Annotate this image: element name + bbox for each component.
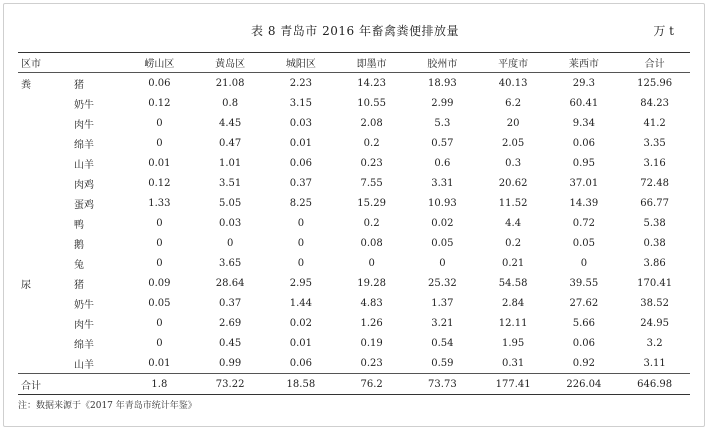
value-cell: 0.23 — [360, 157, 383, 169]
total-value-cell: 1.8 — [124, 374, 195, 395]
value-cell: 2.95 — [289, 277, 312, 289]
value-cell: 0.06 — [572, 337, 595, 349]
value-cell: 4.45 — [218, 117, 242, 129]
row-total-cell: 38.52 — [640, 297, 669, 309]
value-cell: 0.09 — [148, 277, 171, 289]
value-cell: 7.55 — [360, 177, 383, 189]
value-cell: 0.01 — [289, 337, 312, 349]
value-cell: 0 — [156, 217, 163, 229]
value-cell: 3.21 — [431, 317, 454, 329]
table-row — [18, 93, 690, 113]
group-label — [18, 353, 64, 374]
value-cell: 0.06 — [289, 357, 312, 369]
value-cell: 0.95 — [572, 157, 595, 169]
value-cell: 0.01 — [148, 357, 171, 369]
animal-label: 肉鸡 — [74, 179, 94, 191]
value-cell: 25.32 — [428, 277, 457, 289]
value-cell: 0.2 — [363, 137, 380, 149]
animal-label: 肉牛 — [74, 319, 94, 331]
manure-emission-table — [18, 52, 690, 395]
value-cell: 0.06 — [148, 77, 171, 89]
table-row — [18, 273, 690, 293]
group-label — [18, 313, 64, 333]
animal-label: 山羊 — [74, 159, 94, 171]
value-cell: 27.62 — [569, 297, 599, 309]
value-cell: 11.52 — [498, 197, 528, 209]
value-cell: 1.26 — [360, 317, 383, 329]
group-label — [18, 233, 64, 253]
value-cell: 0.72 — [572, 217, 595, 229]
header-district: 即墨市 — [336, 53, 407, 73]
value-cell: 1.95 — [501, 337, 525, 349]
value-cell: 0.12 — [148, 177, 171, 189]
table-row — [18, 193, 690, 213]
value-cell: 0.19 — [360, 337, 383, 349]
value-cell: 0.31 — [501, 357, 525, 369]
value-cell: 20 — [506, 117, 520, 129]
header-district: 平度市 — [478, 53, 549, 73]
value-cell: 0.03 — [218, 217, 242, 229]
animal-label: 兔 — [74, 259, 84, 271]
group-label — [18, 173, 64, 193]
animal-label: 鸭 — [74, 219, 84, 231]
value-cell: 5.05 — [218, 197, 242, 209]
value-cell: 0.2 — [505, 237, 522, 249]
value-cell: 0.37 — [289, 177, 312, 189]
source-note: 注：数据来源于《2017 年青岛市统计年鉴》 — [18, 401, 197, 411]
value-cell: 29.3 — [572, 77, 595, 89]
table-title: 表 8 青岛市 2016 年畜禽粪便排放量 — [251, 24, 459, 38]
value-cell: 0 — [156, 117, 163, 129]
table-row — [18, 153, 690, 173]
group-label — [18, 213, 64, 233]
value-cell: 0.21 — [501, 257, 525, 269]
value-cell: 0.3 — [505, 157, 522, 169]
value-cell: 0 — [156, 237, 163, 249]
table-row — [18, 113, 690, 133]
value-cell: 9.34 — [572, 117, 595, 129]
value-cell: 1.37 — [431, 297, 454, 309]
total-value-cell: 73.22 — [195, 374, 266, 395]
group-label — [18, 293, 64, 313]
value-cell: 0 — [156, 257, 163, 269]
group-label — [18, 333, 64, 353]
group-label: 尿 — [21, 279, 31, 291]
header-district: 胶州市 — [407, 53, 478, 73]
value-cell: 0.6 — [434, 157, 451, 169]
row-total-cell: 5.38 — [643, 217, 666, 229]
total-value-cell: 646.98 — [619, 374, 690, 395]
value-cell: 0.02 — [289, 317, 312, 329]
row-total-cell: 3.86 — [643, 257, 666, 269]
value-cell: 12.11 — [498, 317, 528, 329]
value-cell: 19.28 — [357, 277, 386, 289]
value-cell: 8.25 — [289, 197, 312, 209]
row-total-cell: 84.23 — [640, 97, 669, 109]
table-row — [18, 293, 690, 313]
row-total-cell: 0.38 — [643, 237, 666, 249]
value-cell: 1.01 — [218, 157, 242, 169]
value-cell: 39.55 — [569, 277, 599, 289]
animal-label: 蛋鸡 — [74, 199, 94, 211]
table-row — [18, 233, 690, 253]
value-cell: 21.08 — [215, 77, 245, 89]
animal-label: 猪 — [74, 279, 84, 291]
value-cell: 0.37 — [218, 297, 242, 309]
animal-label: 山羊 — [74, 359, 94, 371]
value-cell: 2.99 — [431, 97, 454, 109]
value-cell: 0.03 — [289, 117, 312, 129]
animal-label: 鹅 — [74, 239, 84, 251]
total-value-cell: 18.58 — [266, 374, 337, 395]
value-cell: 54.58 — [498, 277, 528, 289]
total-value-cell: 177.41 — [478, 374, 549, 395]
table-body — [18, 73, 690, 395]
header-district: 崂山区 — [124, 53, 195, 73]
value-cell: 1.33 — [148, 197, 171, 209]
header-district: 黄岛区 — [195, 53, 266, 73]
total-label: 合计 — [18, 374, 124, 395]
value-cell: 0.47 — [218, 137, 242, 149]
value-cell: 2.69 — [218, 317, 242, 329]
value-cell: 10.93 — [428, 197, 457, 209]
animal-label: 奶牛 — [74, 299, 94, 311]
header-district: 城阳区 — [266, 53, 337, 73]
total-row — [18, 374, 690, 395]
value-cell: 0.57 — [431, 137, 454, 149]
table-row — [18, 313, 690, 333]
value-cell: 0.05 — [572, 237, 595, 249]
animal-label: 绵羊 — [74, 339, 94, 351]
value-cell: 18.93 — [428, 77, 457, 89]
group-label — [18, 253, 64, 273]
value-cell: 0.92 — [572, 357, 595, 369]
value-cell: 0 — [156, 337, 163, 349]
table-row — [18, 253, 690, 273]
value-cell: 1.44 — [289, 297, 312, 309]
value-cell: 0 — [156, 137, 163, 149]
value-cell: 4.4 — [505, 217, 522, 229]
value-cell: 0 — [580, 257, 588, 269]
header-district: 莱西市 — [549, 53, 620, 73]
value-cell: 40.13 — [498, 77, 528, 89]
group-label — [18, 133, 64, 153]
total-value-cell: 73.73 — [407, 374, 478, 395]
value-cell: 0.12 — [148, 97, 171, 109]
value-cell: 0.05 — [431, 237, 454, 249]
value-cell: 6.2 — [505, 97, 522, 109]
value-cell: 14.39 — [569, 197, 599, 209]
value-cell: 0.23 — [360, 357, 383, 369]
value-cell: 0.06 — [289, 157, 312, 169]
value-cell: 20.62 — [498, 177, 528, 189]
value-cell: 0.59 — [431, 357, 454, 369]
value-cell: 0 — [297, 237, 305, 249]
group-label — [18, 193, 64, 213]
value-cell: 5.3 — [434, 117, 451, 129]
table-row — [18, 353, 690, 374]
value-cell: 60.41 — [569, 97, 599, 109]
value-cell: 3.51 — [218, 177, 242, 189]
animal-label: 绵羊 — [74, 139, 94, 151]
header-total: 合计 — [619, 53, 690, 73]
row-total-cell: 3.11 — [643, 357, 666, 369]
table-row — [18, 213, 690, 233]
unit-label: 万 t — [653, 24, 674, 38]
animal-label: 肉牛 — [74, 119, 94, 131]
value-cell: 2.05 — [501, 137, 525, 149]
animal-label: 奶牛 — [74, 99, 94, 111]
value-cell: 0.01 — [148, 157, 171, 169]
row-total-cell: 3.2 — [646, 337, 663, 349]
value-cell: 3.15 — [289, 97, 312, 109]
value-cell: 0.05 — [148, 297, 171, 309]
group-label — [18, 113, 64, 133]
group-label — [18, 93, 64, 113]
value-cell: 0.01 — [289, 137, 312, 149]
table-row — [18, 173, 690, 193]
header-region: 区市 — [18, 53, 124, 73]
value-cell: 0 — [368, 257, 375, 269]
value-cell: 0.02 — [431, 217, 454, 229]
value-cell: 0 — [297, 257, 305, 269]
value-cell: 0.45 — [218, 337, 242, 349]
value-cell: 0 — [297, 217, 305, 229]
row-total-cell: 170.41 — [637, 277, 673, 289]
table-row — [18, 73, 690, 94]
value-cell: 0.06 — [572, 137, 595, 149]
total-value-cell: 226.04 — [549, 374, 620, 395]
value-cell: 3.31 — [431, 177, 454, 189]
animal-label: 猪 — [74, 79, 84, 91]
value-cell: 2.84 — [501, 297, 525, 309]
value-cell: 0.8 — [222, 97, 239, 109]
value-cell: 0.54 — [431, 337, 454, 349]
value-cell: 14.23 — [357, 77, 386, 89]
row-total-cell: 41.2 — [643, 117, 666, 129]
value-cell: 0.2 — [363, 217, 380, 229]
value-cell: 2.23 — [289, 77, 312, 89]
value-cell: 4.83 — [360, 297, 383, 309]
total-value-cell: 76.2 — [336, 374, 407, 395]
value-cell: 5.66 — [572, 317, 595, 329]
header-row — [18, 53, 690, 73]
value-cell: 37.01 — [569, 177, 599, 189]
value-cell: 0 — [439, 257, 446, 269]
value-cell: 0 — [226, 237, 234, 249]
value-cell: 3.65 — [218, 257, 242, 269]
table-row — [18, 133, 690, 153]
row-total-cell: 125.96 — [637, 77, 673, 89]
row-total-cell: 3.35 — [643, 137, 666, 149]
row-total-cell: 66.77 — [640, 197, 669, 209]
row-total-cell: 3.16 — [643, 157, 666, 169]
value-cell: 28.64 — [215, 277, 245, 289]
value-cell: 0.08 — [360, 237, 383, 249]
table-row — [18, 333, 690, 353]
value-cell: 2.08 — [360, 117, 383, 129]
group-label: 粪 — [21, 79, 31, 91]
row-total-cell: 72.48 — [640, 177, 669, 189]
group-label — [18, 153, 64, 173]
value-cell: 0.99 — [218, 357, 242, 369]
row-total-cell: 24.95 — [640, 317, 669, 329]
value-cell: 10.55 — [357, 97, 386, 109]
value-cell: 0 — [156, 317, 163, 329]
value-cell: 15.29 — [357, 197, 386, 209]
